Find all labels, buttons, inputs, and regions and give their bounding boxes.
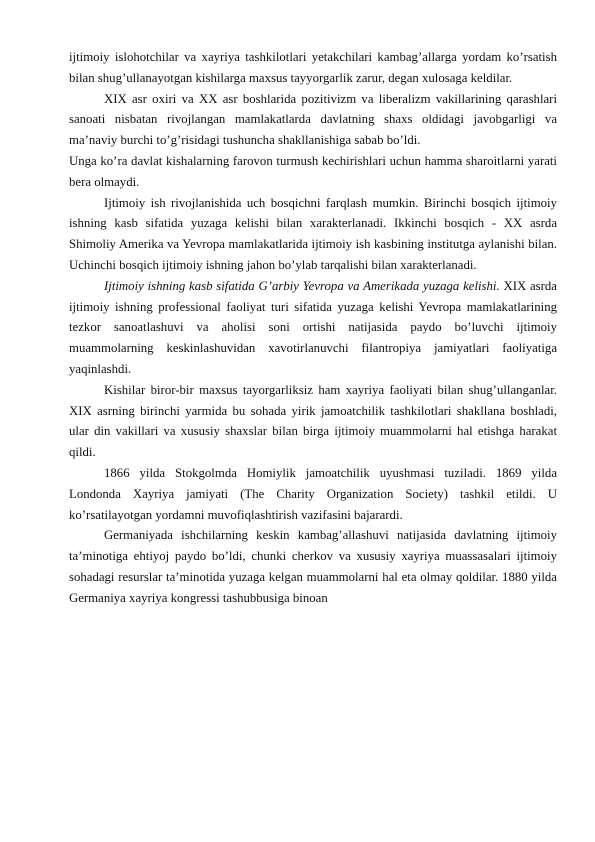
paragraph-with-italic-heading (69, 276, 557, 380)
paragraph: Germaniyada ishchilarning keskin kambag’allashuvi natijasida davlatning ijtimoiy ta’minotiga ehtiyoj paydo bo’ldi, chunki cherkov va xususiy xayriya muassasalari ijtimoiy sohadagi resurslar ta’minotida yuzaga kelgan muammolarni hal eta olmay qoldilar. 1880 yilda Germaniya xayriya kongressi tashubbusiga binoan (69, 528, 557, 605)
paragraph-body: XIX asrda ijtimoiy ishning professional faoliyat turi sifatida yuzaga kelishi Yevropa mamlakatlarining tezkor sanoatlashuvi va aholisi soni ortishi natijasida paydo bo’luvchi ijtimoiy muammolarning keskinlashuvidan xavotirlanuvchi filantropiya jamiyatlari faoliyatiga yaqinlashdi. (69, 278, 557, 376)
paragraph: Unga ko’ra davlat kishalarning farovon turmush kechirishlari uchun hamma sharoitlarni yarati bera olmaydi. (69, 153, 557, 189)
paragraph: 1866 yilda Stokgolmda Homiylik jamoatchilik uyushmasi tuziladi. 1869 yilda Londonda Xayriya jamiyati (The Charity Organization Society) tashkil etildi. U ko’rsatilayotgan yordamni muvofiqlashtirish vazifasini bajarardi. (69, 465, 557, 522)
paragraph: ijtimoiy islohotchilar va xayriya tashkilotlari yetakchilari kambag’allarga yordam ko’rsatish bilan shug’ullanayotgan kishilarga maxsus tayyorgarlik zarur, degan xulosaga keldilar. (69, 50, 557, 85)
paragraph: Ijtimoiy ish rivojlanishida uch bosqichni farqlash mumkin. Birinchi bosqich ijtimoiy ishning kasb sifatida yuzaga kelishi bilan xarakterlanadi. Ikkinchi bosqich - XX asrda Shimoliy Amerika va Yevropa mamlakatlarida ijtimoiy ish kasbining institutga aylanishi bilan. Uchinchi bosqich ijtimoiy ishning jahon bo’ylab tarqalishi bilan xarakterlanadi. (69, 195, 557, 272)
document-page (69, 47, 557, 609)
paragraph: Kishilar biror-bir maxsus tayorgarliksiz ham xayriya faoliyati bilan shug’ullanganlar. XIX asrning birinchi yarmida bu sohada yirik jamoatchilik tashkilotlari shakllana boshladi, ular din vakillari va xususiy shaxslar bilan birga ijtimoiy muammolarni hal etishga harakat qildi. (69, 382, 557, 460)
paragraph: XIX asr oxiri va XX asr boshlarida pozitivizm va liberalizm vakillarining qarashlari sanoati nisbatan rivojlangan mamlakatlarda davlatning shaxs oldidagi javobgarligi va ma’naviy burchi to’g’risidagi tushuncha shakllanishiga sabab bo’ldi. (69, 91, 557, 148)
section-heading-italic: Ijtimoiy ishning kasb sifatida G’arbiy Yevropa va Amerikada yuzaga kelishi. (104, 278, 500, 293)
